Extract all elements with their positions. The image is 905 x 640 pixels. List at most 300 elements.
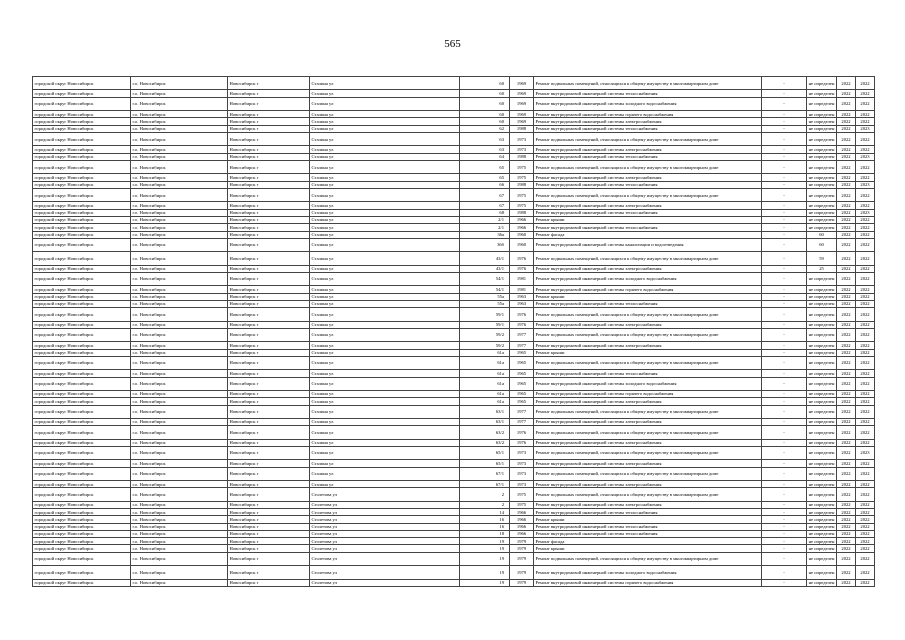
table-row	[33, 370, 875, 377]
end-year-cell: 2022	[856, 579, 875, 586]
end-year-cell: 2022	[856, 538, 875, 545]
street-cell: Столетова ул	[310, 545, 460, 552]
municipality-cell: г.о. Новосибирск	[131, 265, 228, 272]
end-year-cell: 2022	[856, 216, 875, 223]
build-year-cell: 1988	[510, 125, 534, 132]
start-year-cell: 2022	[837, 523, 856, 530]
build-year-cell: 1973	[510, 460, 534, 467]
dash-cell: -	[762, 530, 807, 537]
start-year-cell: 2022	[837, 439, 856, 446]
start-year-cell: 2022	[837, 252, 856, 265]
start-year-cell: 2022	[837, 286, 856, 293]
table-row	[33, 111, 875, 118]
build-year-cell: 1976	[510, 321, 534, 328]
end-year-cell: 2022	[856, 467, 875, 480]
municipality-cell: г.о. Новосибирск	[131, 321, 228, 328]
dash-cell: -	[762, 321, 807, 328]
end-year-cell: 2022	[856, 426, 875, 439]
table-row	[33, 216, 875, 223]
dash-cell: -	[762, 209, 807, 216]
end-year-cell: 2022	[856, 224, 875, 231]
cost-cell: не определен	[807, 118, 837, 125]
district-cell: городской округ Новосибирск	[33, 252, 131, 265]
start-year-cell: 2022	[837, 516, 856, 523]
city-cell: Новосибирск г	[228, 321, 310, 328]
work-type-cell: Ремонт внутридомовой инженерной системы теплоснабжения	[534, 530, 762, 537]
build-year-cell: 1976	[510, 426, 534, 439]
build-year-cell: 1979	[510, 552, 534, 565]
cost-cell: не определен	[807, 188, 837, 201]
work-type-cell: Ремонт внутридомовой инженерной системы холодного водоснабжения	[534, 97, 762, 110]
work-type-cell: Ремонт внутридомовой инженерной системы теплоснабжения	[534, 370, 762, 377]
work-type-cell: Ремонт внутридомовой инженерной системы теплоснабжения	[534, 181, 762, 188]
table-row	[33, 460, 875, 467]
district-cell: городской округ Новосибирск	[33, 321, 131, 328]
house-number-cell: 2/1	[460, 224, 510, 231]
dash-cell: -	[762, 272, 807, 285]
house-number-cell: 66	[460, 181, 510, 188]
city-cell: Новосибирск г	[228, 181, 310, 188]
street-cell: Сталина ул	[310, 321, 460, 328]
table-row	[33, 209, 875, 216]
house-number-cell: 63	[460, 132, 510, 145]
street-cell: Столетова ул	[310, 516, 460, 523]
dash-cell: -	[762, 188, 807, 201]
start-year-cell: 2022	[837, 188, 856, 201]
cost-cell: не определен	[807, 77, 837, 90]
dash-cell: -	[762, 501, 807, 508]
work-type-cell: Ремонт внутридомовой инженерной системы горячего водоснабжения	[534, 579, 762, 586]
work-type-cell: Ремонт подвальных помещений, относящихся к общему имуществу в многоквартирном доме	[534, 308, 762, 321]
city-cell: Новосибирск г	[228, 426, 310, 439]
work-type-cell: Ремонт фасада	[534, 538, 762, 545]
dash-cell: -	[762, 238, 807, 251]
district-cell: городской округ Новосибирск	[33, 77, 131, 90]
work-type-cell: Ремонт крыши	[534, 516, 762, 523]
end-year-cell: 2023	[856, 446, 875, 459]
cost-cell: не определен	[807, 579, 837, 586]
house-number-cell: 67	[460, 188, 510, 201]
cost-cell: не определен	[807, 97, 837, 110]
street-cell: Сталина ул	[310, 390, 460, 397]
work-type-cell: Ремонт подвальных помещений, относящихся к общему имуществу в многоквартирном доме	[534, 160, 762, 173]
build-year-cell: 1969	[510, 111, 534, 118]
work-type-cell: Ремонт внутридомовой инженерной системы холодного водоснабжения	[534, 272, 762, 285]
house-number-cell: 61а	[460, 398, 510, 405]
work-type-cell: Ремонт внутридомовой инженерной системы теплоснабжения	[534, 90, 762, 97]
cost-cell: не определен	[807, 552, 837, 565]
table-row	[33, 231, 875, 238]
house-number-cell: 63/2	[460, 439, 510, 446]
municipality-cell: г.о. Новосибирск	[131, 132, 228, 145]
city-cell: Новосибирск г	[228, 446, 310, 459]
street-cell: Сталина ул	[310, 90, 460, 97]
city-cell: Новосибирск г	[228, 238, 310, 251]
city-cell: Новосибирск г	[228, 460, 310, 467]
city-cell: Новосибирск г	[228, 356, 310, 369]
city-cell: Новосибирск г	[228, 538, 310, 545]
city-cell: Новосибирск г	[228, 146, 310, 153]
district-cell: городской округ Новосибирск	[33, 308, 131, 321]
city-cell: Новосибирск г	[228, 342, 310, 349]
table-row	[33, 508, 875, 515]
build-year-cell: 1988	[510, 209, 534, 216]
start-year-cell: 2022	[837, 566, 856, 579]
work-type-cell: Ремонт подвальных помещений, относящихся к общему имуществу в многоквартирном доме	[534, 356, 762, 369]
dash-cell: -	[762, 252, 807, 265]
start-year-cell: 2022	[837, 488, 856, 501]
start-year-cell: 2022	[837, 460, 856, 467]
cost-cell: не определен	[807, 308, 837, 321]
city-cell: Новосибирск г	[228, 566, 310, 579]
table-row	[33, 418, 875, 425]
table-row	[33, 252, 875, 265]
end-year-cell: 2022	[856, 160, 875, 173]
work-type-cell: Ремонт внутридомовой инженерной системы горячего водоснабжения	[534, 390, 762, 397]
municipality-cell: г.о. Новосибирск	[131, 370, 228, 377]
district-cell: городской округ Новосибирск	[33, 238, 131, 251]
work-type-cell: Ремонт внутридомовой инженерной системы электроснабжения	[534, 398, 762, 405]
municipality-cell: г.о. Новосибирск	[131, 252, 228, 265]
municipality-cell: г.о. Новосибирск	[131, 286, 228, 293]
street-cell: Столетова ул	[310, 523, 460, 530]
city-cell: Новосибирск г	[228, 265, 310, 272]
end-year-cell: 2022	[856, 90, 875, 97]
cost-cell: не определен	[807, 132, 837, 145]
house-number-cell: 60	[460, 111, 510, 118]
table-row	[33, 160, 875, 173]
dash-cell: -	[762, 132, 807, 145]
build-year-cell: 1979	[510, 566, 534, 579]
build-year-cell: 1965	[510, 377, 534, 390]
house-number-cell: 65/1	[460, 446, 510, 459]
house-number-cell: 67/1	[460, 480, 510, 487]
end-year-cell: 2022	[856, 77, 875, 90]
table-row	[33, 480, 875, 487]
district-cell: городской округ Новосибирск	[33, 488, 131, 501]
table-row	[33, 286, 875, 293]
city-cell: Новосибирск г	[228, 202, 310, 209]
dash-cell: -	[762, 446, 807, 459]
end-year-cell: 2022	[856, 111, 875, 118]
dash-cell: -	[762, 97, 807, 110]
work-type-cell: Ремонт подвальных помещений, относящихся к общему имуществу в многоквартирном доме	[534, 188, 762, 201]
end-year-cell: 2022	[856, 523, 875, 530]
municipality-cell: г.о. Новосибирск	[131, 216, 228, 223]
municipality-cell: г.о. Новосибирск	[131, 439, 228, 446]
district-cell: городской округ Новосибирск	[33, 426, 131, 439]
table-row	[33, 377, 875, 390]
table-row	[33, 566, 875, 579]
municipality-cell: г.о. Новосибирск	[131, 377, 228, 390]
municipality-cell: г.о. Новосибирск	[131, 579, 228, 586]
district-cell: городской округ Новосибирск	[33, 265, 131, 272]
municipality-cell: г.о. Новосибирск	[131, 460, 228, 467]
municipality-cell: г.о. Новосибирск	[131, 118, 228, 125]
table-row	[33, 523, 875, 530]
build-year-cell: 1977	[510, 328, 534, 341]
work-type-cell: Ремонт внутридомовой инженерной системы теплоснабжения	[534, 153, 762, 160]
district-cell: городской округ Новосибирск	[33, 328, 131, 341]
street-cell: Столетова ул	[310, 501, 460, 508]
cost-cell: не определен	[807, 153, 837, 160]
start-year-cell: 2022	[837, 349, 856, 356]
district-cell: городской округ Новосибирск	[33, 349, 131, 356]
cost-cell: 60	[807, 238, 837, 251]
start-year-cell: 2022	[837, 405, 856, 418]
build-year-cell: 1973	[510, 480, 534, 487]
municipality-cell: г.о. Новосибирск	[131, 97, 228, 110]
cost-cell: не определен	[807, 293, 837, 300]
table-row	[33, 516, 875, 523]
municipality-cell: г.о. Новосибирск	[131, 508, 228, 515]
street-cell: Сталина ул	[310, 439, 460, 446]
end-year-cell: 2022	[856, 308, 875, 321]
dash-cell: -	[762, 488, 807, 501]
build-year-cell: 1963	[510, 293, 534, 300]
city-cell: Новосибирск г	[228, 398, 310, 405]
end-year-cell: 2023	[856, 209, 875, 216]
end-year-cell: 2022	[856, 566, 875, 579]
table-row	[33, 125, 875, 132]
build-year-cell: 1976	[510, 308, 534, 321]
dash-cell: -	[762, 552, 807, 565]
house-number-cell: 36б	[460, 238, 510, 251]
street-cell: Столетова ул	[310, 566, 460, 579]
start-year-cell: 2022	[837, 265, 856, 272]
street-cell: Сталина ул	[310, 160, 460, 173]
cost-cell: не определен	[807, 356, 837, 369]
start-year-cell: 2022	[837, 579, 856, 586]
city-cell: Новосибирск г	[228, 118, 310, 125]
dash-cell: -	[762, 224, 807, 231]
end-year-cell: 2022	[856, 231, 875, 238]
build-year-cell: 1965	[510, 390, 534, 397]
district-cell: городской округ Новосибирск	[33, 418, 131, 425]
cost-cell: не определен	[807, 390, 837, 397]
house-number-cell: 64	[460, 153, 510, 160]
municipality-cell: г.о. Новосибирск	[131, 426, 228, 439]
municipality-cell: г.о. Новосибирск	[131, 530, 228, 537]
street-cell: Сталина ул	[310, 370, 460, 377]
cost-cell: не определен	[807, 446, 837, 459]
municipality-cell: г.о. Новосибирск	[131, 272, 228, 285]
municipality-cell: г.о. Новосибирск	[131, 293, 228, 300]
cost-cell: не определен	[807, 90, 837, 97]
cost-cell: не определен	[807, 523, 837, 530]
start-year-cell: 2022	[837, 530, 856, 537]
start-year-cell: 2022	[837, 146, 856, 153]
municipality-cell: г.о. Новосибирск	[131, 390, 228, 397]
cost-cell: не определен	[807, 488, 837, 501]
dash-cell: -	[762, 460, 807, 467]
street-cell: Сталина ул	[310, 181, 460, 188]
house-number-cell: 59/2	[460, 342, 510, 349]
end-year-cell: 2022	[856, 286, 875, 293]
end-year-cell: 2022	[856, 370, 875, 377]
district-cell: городской округ Новосибирск	[33, 439, 131, 446]
work-type-cell: Ремонт внутридомовой инженерной системы теплоснабжения	[534, 125, 762, 132]
municipality-cell: г.о. Новосибирск	[131, 566, 228, 579]
cost-cell: не определен	[807, 272, 837, 285]
cost-cell: не определен	[807, 538, 837, 545]
street-cell: Сталина ул	[310, 252, 460, 265]
house-number-cell: 65	[460, 160, 510, 173]
work-type-cell: Ремонт подвальных помещений, относящихся к общему имуществу в многоквартирном доме	[534, 132, 762, 145]
district-cell: городской округ Новосибирск	[33, 377, 131, 390]
cost-cell: не определен	[807, 467, 837, 480]
house-number-cell: 60	[460, 90, 510, 97]
dash-cell: -	[762, 439, 807, 446]
work-type-cell: Ремонт подвальных помещений, относящихся к общему имуществу в многоквартирном доме	[534, 552, 762, 565]
district-cell: городской округ Новосибирск	[33, 508, 131, 515]
city-cell: Новосибирск г	[228, 530, 310, 537]
house-number-cell: 65	[460, 174, 510, 181]
table-row	[33, 146, 875, 153]
house-number-cell: 62	[460, 125, 510, 132]
start-year-cell: 2022	[837, 111, 856, 118]
municipality-cell: г.о. Новосибирск	[131, 181, 228, 188]
house-number-cell: 18	[460, 530, 510, 537]
municipality-cell: г.о. Новосибирск	[131, 418, 228, 425]
city-cell: Новосибирск г	[228, 252, 310, 265]
repair-plan-table-wrapper	[32, 76, 874, 587]
city-cell: Новосибирск г	[228, 405, 310, 418]
start-year-cell: 2022	[837, 508, 856, 515]
end-year-cell: 2022	[856, 293, 875, 300]
work-type-cell: Ремонт подвальных помещений, относящихся к общему имуществу в многоквартирном доме	[534, 77, 762, 90]
table-row	[33, 488, 875, 501]
start-year-cell: 2022	[837, 538, 856, 545]
municipality-cell: г.о. Новосибирск	[131, 467, 228, 480]
work-type-cell: Ремонт внутридомовой инженерной системы горячего водоснабжения	[534, 111, 762, 118]
city-cell: Новосибирск г	[228, 308, 310, 321]
start-year-cell: 2022	[837, 552, 856, 565]
district-cell: городской округ Новосибирск	[33, 272, 131, 285]
district-cell: городской округ Новосибирск	[33, 146, 131, 153]
build-year-cell: 1975	[510, 188, 534, 201]
district-cell: городской округ Новосибирск	[33, 202, 131, 209]
table-row	[33, 446, 875, 459]
municipality-cell: г.о. Новосибирск	[131, 488, 228, 501]
table-row	[33, 97, 875, 110]
district-cell: городской округ Новосибирск	[33, 174, 131, 181]
district-cell: городской округ Новосибирск	[33, 501, 131, 508]
house-number-cell: 55а	[460, 293, 510, 300]
municipality-cell: г.о. Новосибирск	[131, 77, 228, 90]
start-year-cell: 2022	[837, 160, 856, 173]
house-number-cell: 61а	[460, 390, 510, 397]
work-type-cell: Ремонт внутридомовой инженерной системы холодного водоснабжения	[534, 377, 762, 390]
dash-cell: -	[762, 349, 807, 356]
district-cell: городской округ Новосибирск	[33, 446, 131, 459]
work-type-cell: Ремонт внутридомовой инженерной системы электроснабжения	[534, 501, 762, 508]
end-year-cell: 2022	[856, 460, 875, 467]
build-year-cell: 1976	[510, 439, 534, 446]
cost-cell: не определен	[807, 508, 837, 515]
municipality-cell: г.о. Новосибирск	[131, 238, 228, 251]
municipality-cell: г.о. Новосибирск	[131, 174, 228, 181]
district-cell: городской округ Новосибирск	[33, 153, 131, 160]
dash-cell: -	[762, 545, 807, 552]
municipality-cell: г.о. Новосибирск	[131, 501, 228, 508]
house-number-cell: 2	[460, 488, 510, 501]
work-type-cell: Ремонт внутридомовой инженерной системы электроснабжения	[534, 174, 762, 181]
end-year-cell: 2022	[856, 377, 875, 390]
dash-cell: -	[762, 286, 807, 293]
district-cell: городской округ Новосибирск	[33, 566, 131, 579]
cost-cell: не определен	[807, 439, 837, 446]
table-row	[33, 467, 875, 480]
district-cell: городской округ Новосибирск	[33, 209, 131, 216]
cost-cell: не определен	[807, 516, 837, 523]
end-year-cell: 2022	[856, 356, 875, 369]
street-cell: Сталина ул	[310, 342, 460, 349]
build-year-cell: 1973	[510, 132, 534, 145]
cost-cell: не определен	[807, 160, 837, 173]
build-year-cell: 1979	[510, 545, 534, 552]
dash-cell: -	[762, 77, 807, 90]
dash-cell: -	[762, 370, 807, 377]
table-row	[33, 272, 875, 285]
house-number-cell: 36а	[460, 231, 510, 238]
build-year-cell: 1988	[510, 181, 534, 188]
end-year-cell: 2022	[856, 132, 875, 145]
dash-cell: -	[762, 146, 807, 153]
build-year-cell: 1969	[510, 97, 534, 110]
house-number-cell: 63/1	[460, 405, 510, 418]
build-year-cell: 1975	[510, 202, 534, 209]
table-row	[33, 118, 875, 125]
house-number-cell: 65/1	[460, 460, 510, 467]
start-year-cell: 2022	[837, 202, 856, 209]
start-year-cell: 2022	[837, 300, 856, 307]
table-row	[33, 224, 875, 231]
district-cell: городской округ Новосибирск	[33, 231, 131, 238]
street-cell: Сталина ул	[310, 349, 460, 356]
street-cell: Сталина ул	[310, 377, 460, 390]
work-type-cell: Ремонт подвальных помещений, относящихся к общему имуществу в многоквартирном доме	[534, 405, 762, 418]
build-year-cell: 1977	[510, 342, 534, 349]
city-cell: Новосибирск г	[228, 293, 310, 300]
end-year-cell: 2022	[856, 439, 875, 446]
dash-cell: -	[762, 174, 807, 181]
street-cell: Сталина ул	[310, 460, 460, 467]
city-cell: Новосибирск г	[228, 523, 310, 530]
dash-cell: -	[762, 508, 807, 515]
dash-cell: -	[762, 342, 807, 349]
build-year-cell: 1965	[510, 370, 534, 377]
street-cell: Сталина ул	[310, 426, 460, 439]
cost-cell: не определен	[807, 426, 837, 439]
build-year-cell: 1975	[510, 501, 534, 508]
table-row	[33, 321, 875, 328]
municipality-cell: г.о. Новосибирск	[131, 188, 228, 201]
cost-cell: не определен	[807, 321, 837, 328]
street-cell: Сталина ул	[310, 418, 460, 425]
cost-cell: не определен	[807, 566, 837, 579]
district-cell: городской округ Новосибирск	[33, 579, 131, 586]
start-year-cell: 2022	[837, 390, 856, 397]
city-cell: Новосибирск г	[228, 300, 310, 307]
house-number-cell: 2	[460, 501, 510, 508]
house-number-cell: 63	[460, 146, 510, 153]
dash-cell: -	[762, 308, 807, 321]
end-year-cell: 2023	[856, 181, 875, 188]
start-year-cell: 2022	[837, 328, 856, 341]
municipality-cell: г.о. Новосибирск	[131, 224, 228, 231]
district-cell: городской округ Новосибирск	[33, 97, 131, 110]
